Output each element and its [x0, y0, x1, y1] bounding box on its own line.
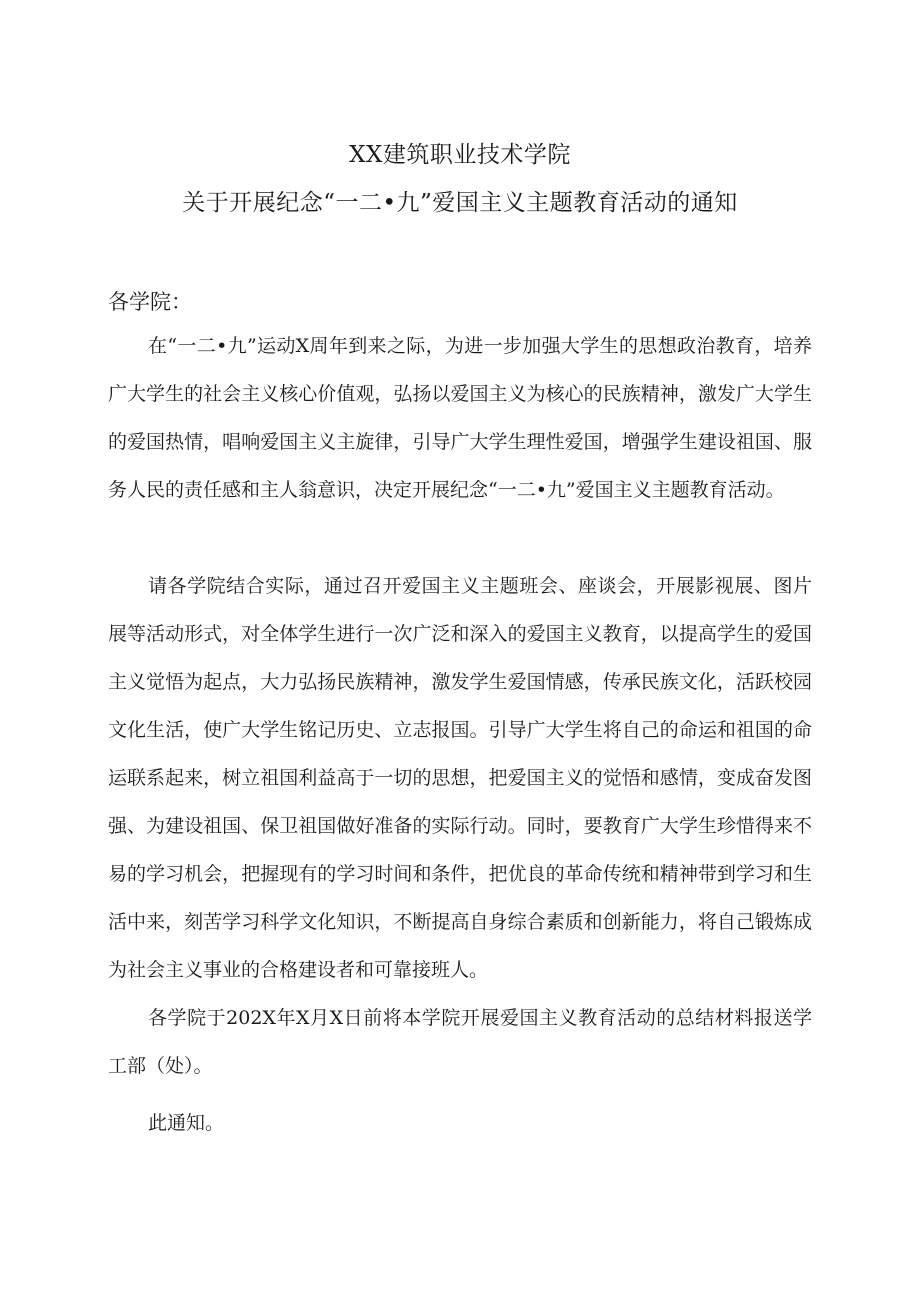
body-paragraph-3: 各学院于202X年X月X日前将本学院开展爱国主义教育活动的总结材料报送学工部（处）。	[108, 1007, 812, 1077]
notice-title: 关于开展纪念“一二•九”爱国主义主题教育活动的通知	[182, 190, 738, 216]
salutation: 各学院：	[108, 290, 192, 314]
institution-title: XX建筑职业技术学院	[349, 142, 571, 168]
body-paragraph-2: 请各学院结合实际，通过召开爱国主义主题班会、座谈会，开展影视展、图片展等活动形式，对全体学生进行一次广泛和深入的爱国主义教育，以提高学生的爱国主义觉悟为起点，大力弘扬民族精神，激发学生爱国情感，传承民族文化，活跃校园文化生活，使广大学生铭记历史、立志报国。引导广大学生将自己的命运和祖国的命运联系起来，树立祖国利益高于一切的思想，把爱国主义的觉悟和感情，变成奋发图强、为建设祖国、保卫祖国做好准备的实际行动。同时，要教育广大学生珍惜得来不易的学习机会，把握现有的学习时间和条件，把优良的革命传统和精神带到学习和生活中来，刻苦学习科学文化知识，不断提高自身综合素质和创新能力，将自己锻炼成为社会主义事业的合格建设者和可靠接班人。	[108, 575, 812, 981]
closing-line: 此通知。	[148, 1112, 225, 1134]
body-paragraph-1: 在“一二•九”运动X周年到来之际，为进一步加强大学生的思想政治教育，培养广大学生的社会主义核心价值观，弘扬以爱国主义为核心的民族精神，激发广大学生的爱国热情，唱响爱国主义主旋律，引导广大学生理性爱国，增强学生建设祖国、服务人民的责任感和主人翁意识，决定开展纪念“一二•九”爱国主义主题教育活动。	[108, 335, 812, 501]
